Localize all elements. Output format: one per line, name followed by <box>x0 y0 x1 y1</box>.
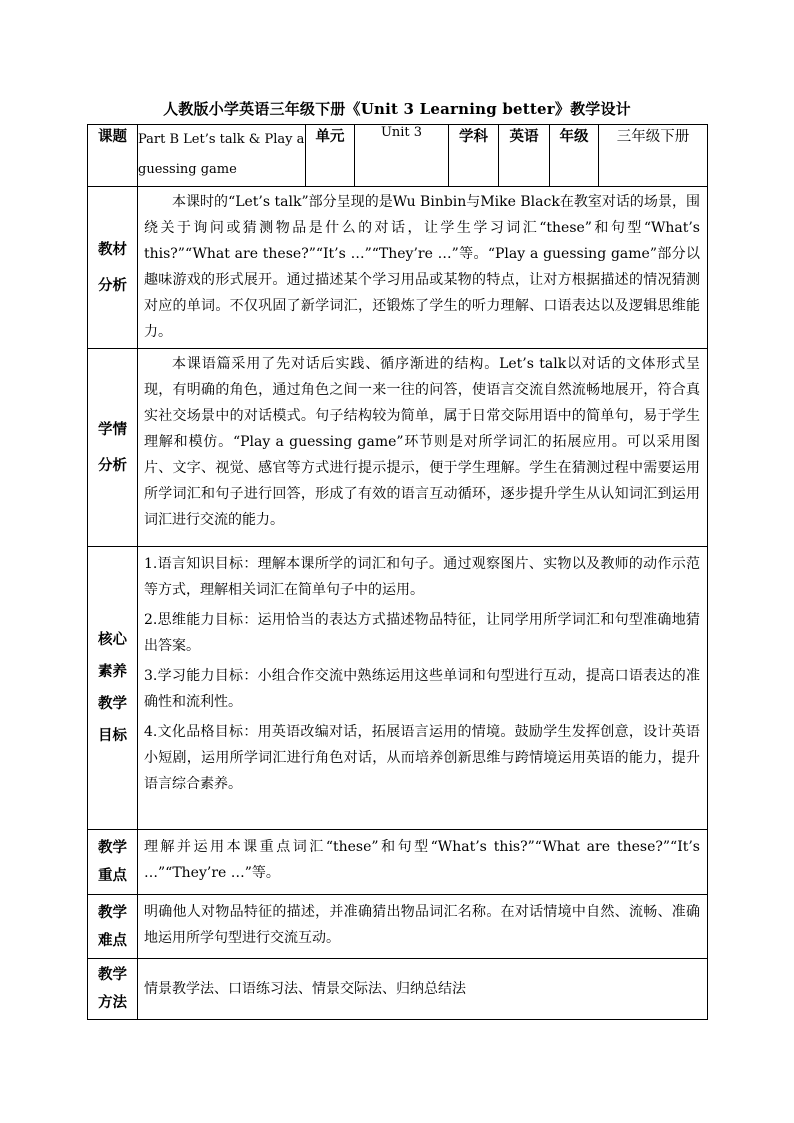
header-row <box>88 125 708 187</box>
subject-value: 英语 <box>499 125 550 187</box>
grade-label: 年级 <box>550 125 599 187</box>
methods-label-line-1: 教学 <box>98 966 127 983</box>
key-points-text: 理解并运用本课重点词汇“these”和句型“What’s this?”“What are these?”“It’s …”“They’re …”等。 <box>144 839 700 881</box>
key-points-row <box>88 830 708 895</box>
material-analysis-cell <box>138 187 708 349</box>
difficulties-label-line-2: 难点 <box>98 931 127 949</box>
material-label-line-2: 分析 <box>98 276 127 294</box>
goals-label-line-2: 素养 <box>98 663 127 680</box>
methods-label-line-2: 方法 <box>98 994 127 1011</box>
difficulties-row <box>88 895 708 959</box>
difficulties-text: 明确他人对物品特征的描述，并准确猜出物品词汇名称。在对话情境中自然、流畅、准确地运用所学句型进行交流互动。 <box>144 904 700 946</box>
lesson-plan-table <box>87 124 708 1020</box>
learner-label-line-2: 分析 <box>98 456 127 474</box>
key-points-cell <box>138 830 708 895</box>
material-analysis-text: 本课时的“Let’s talk”部分呈现的是Wu Binbin与Mike Black在教室对话的场景，围绕关于询问或猜测物品是什么的对话，让学生学习词汇“these”和句型“What’s this?”“What are these?”“It’s …”“They’re …”等。“Play a guessing game”部分以趣味游戏的形式展开。通过描述某个学习用品或某物的特点，让对方根据描述的情况猜测对应的单词。不仅巩固了新学词汇，还锻炼了学生的听力理解、口语表达以及逻辑思维能力。 <box>144 194 700 340</box>
goal-item-learning: 3.学习能力目标：小组合作交流中熟练运用这些单词和句型进行互动，提高口语表达的准确性和流利性。 <box>144 668 700 710</box>
learner-analysis-text: 本课语篇采用了先对话后实践、循序渐进的结构。Let’s talk以对话的文体形式呈现，有明确的角色，通过角色之间一来一往的问答，使语言交流自然流畅地展开，符合真实社交场景中的对话模式。句子结构较为简单，属于日常交际用语中的简单句，易于学生理解和模仿。“Play a guessing game”环节则是对所学词汇的拓展应用。可以采用图片、文字、视觉、感官等方式进行提示提示，便于学生理解。学生在猜测过程中需要运用所学词汇和句子进行回答，形成了有效的语言互动循环，逐步提升学生从认知词汇到运用词汇进行交流的能力。 <box>144 356 700 528</box>
methods-text: 情景教学法、口语练习法、情景交际法、归纳总结法 <box>144 980 466 997</box>
core-goals-label <box>88 547 138 830</box>
material-analysis-label <box>88 187 138 349</box>
key-points-label <box>88 830 138 895</box>
difficulties-label-line-1: 教学 <box>98 903 127 921</box>
subject-label: 学科 <box>449 125 499 187</box>
goal-item-culture: 4.文化品格目标：用英语改编对话，拓展语言运用的情境。鼓励学生发挥创意，设计英语小短剧，运用所学词汇进行角色对话，从而培养创新思维与跨情境运用英语的能力，提升语言综合素养。 <box>144 724 700 792</box>
goal-item-language: 1.语言知识目标：理解本课所学的词汇和句子。通过观察图片、实物以及教师的动作示范等方式，理解相关词汇在简单句子中的运用。 <box>144 556 700 598</box>
learner-analysis-row <box>88 349 708 547</box>
key-points-label-line-2: 重点 <box>98 867 127 884</box>
learner-analysis-cell <box>138 349 708 547</box>
unit-label: 单元 <box>306 125 355 187</box>
document-title: 人教版小学英语三年级下册《Unit 3 Learning better》教学设计 <box>163 100 631 118</box>
material-label-line-1: 教材 <box>98 240 127 258</box>
goals-label-line-4: 目标 <box>98 727 127 744</box>
unit-value: Unit 3 <box>355 125 449 187</box>
topic-label: 课题 <box>88 125 138 187</box>
goals-label-line-3: 教学 <box>98 695 127 712</box>
grade-value: 三年级下册 <box>599 125 708 187</box>
key-points-label-line-1: 教学 <box>98 839 127 856</box>
methods-cell <box>138 959 708 1020</box>
core-goals-row <box>88 547 708 830</box>
topic-value: Part B Let’s talk & Play a guessing game <box>138 125 306 187</box>
methods-row <box>88 959 708 1020</box>
goals-label-line-1: 核心 <box>98 631 127 648</box>
core-goals-cell <box>138 547 708 830</box>
difficulties-cell <box>138 895 708 959</box>
learner-analysis-label <box>88 349 138 547</box>
core-goals-list <box>138 547 707 800</box>
material-analysis-row <box>88 187 708 349</box>
methods-label <box>88 959 138 1020</box>
learner-label-line-1: 学情 <box>98 420 127 438</box>
difficulties-label <box>88 895 138 959</box>
goal-item-thinking: 2.思维能力目标：运用恰当的表达方式描述物品特征，让同学用所学词汇和句型准确地猜出答案。 <box>144 612 700 654</box>
